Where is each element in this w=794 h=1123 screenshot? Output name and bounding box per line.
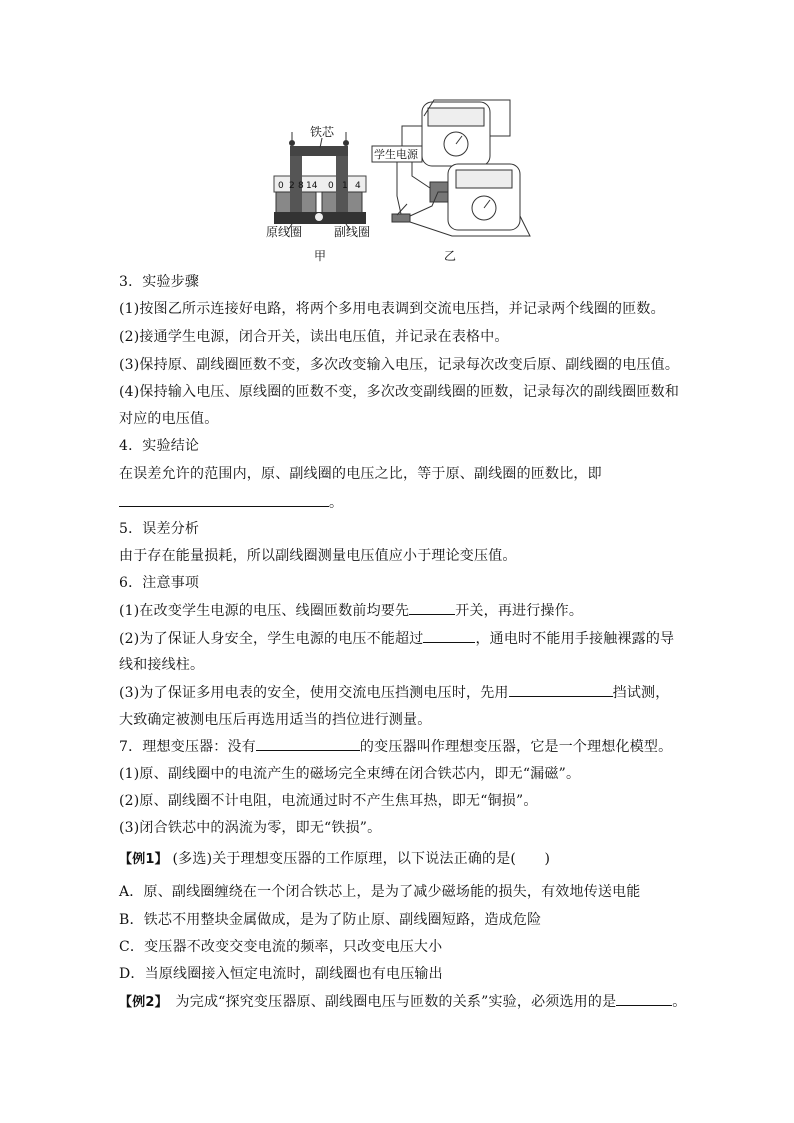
example-1-option-b[interactable]: B．铁芯不用整块金属做成，是为了防止原、副线圈短路，造成危险 bbox=[119, 912, 542, 928]
note-3-line-2: 大致确定被测电压后再选用适当的挡位进行测量。 bbox=[119, 712, 432, 728]
circuit-illustration bbox=[372, 100, 530, 236]
experiment-figure bbox=[262, 96, 562, 266]
primary-coil-label: 原线圈 bbox=[266, 225, 303, 239]
note-3-text-a: (3)为了保证多用电表的安全，使用交流电压挡测电压时，先用 bbox=[119, 685, 509, 701]
transformer-illustration bbox=[274, 132, 366, 230]
section-7-heading bbox=[119, 736, 672, 757]
step-1: (1)按图乙所示连接好电路，将两个多用电表调到交流电压挡，并记录两个线圈的匝数。 bbox=[119, 301, 665, 317]
terminal-number: 2 bbox=[289, 181, 295, 191]
example-2-question bbox=[119, 991, 686, 1013]
error-analysis-text: 由于存在能量损耗，所以副线圈测量电压值应小于理论变压值。 bbox=[119, 548, 517, 564]
ideal-item-3: (3)闭合铁芯中的涡流为零，即无“铁损”。 bbox=[119, 820, 382, 836]
student-power-supply-label: 学生电源 bbox=[374, 148, 418, 161]
ideal-transformer-text-b: 的变压器叫作理想变压器，它是一个理想化模型。 bbox=[359, 739, 673, 755]
note-1 bbox=[119, 600, 583, 621]
note-2-line-2: 线和接线柱。 bbox=[119, 657, 205, 673]
section-6-heading: 6．注意事项 bbox=[119, 575, 200, 591]
step-2: (2)接通学生电源，闭合开关，读出电压值，并记录在表格中。 bbox=[119, 329, 509, 345]
example-1-tag: 【例1】 bbox=[119, 852, 168, 867]
conclusion-end: 。 bbox=[329, 495, 344, 511]
note-3-blank[interactable] bbox=[509, 682, 613, 697]
note-3-text-b: 挡试测， bbox=[612, 685, 670, 701]
experiment-figure-drawing bbox=[262, 96, 562, 266]
section-5-heading: 5．误差分析 bbox=[119, 521, 200, 537]
example-1-option-a[interactable]: A．原、副线圈缠绕在一个闭合铁芯上，是为了减少磁场能的损失，有效地传送电能 bbox=[119, 884, 641, 900]
conclusion-line-1: 在误差允许的范围内，原、副线圈的电压之比，等于原、副线圈的匝数比，即 bbox=[119, 466, 602, 482]
ideal-transformer-text-a: 7．理想变压器：没有 bbox=[119, 739, 256, 755]
example-2-question-text: 为完成“探究变压器原、副线圈电压与匝数的关系”实验，必须选用的是 bbox=[161, 994, 617, 1010]
note-2-text-a: (2)为了保证人身安全，学生电源的电压不能超过 bbox=[119, 631, 424, 647]
example-1-question-text: (多选)关于理想变压器的工作原理，以下说法正确的是( ) bbox=[167, 851, 551, 867]
note-2-blank[interactable] bbox=[423, 628, 475, 643]
example-1-question bbox=[119, 849, 550, 870]
example-2-tag: 【例2】 bbox=[119, 995, 162, 1010]
ideal-item-1: (1)原、副线圈中的电流产生的磁场完全束缚在闭合铁芯内，即无“漏磁”。 bbox=[119, 766, 581, 782]
terminal-number: 0 bbox=[278, 181, 284, 191]
ideal-item-2: (2)原、副线圈不计电阻，电流通过时不产生焦耳热，即无“铜损”。 bbox=[119, 793, 538, 809]
step-4-line-2: 对应的电压值。 bbox=[119, 411, 219, 427]
terminal-number: 4 bbox=[355, 181, 361, 191]
note-2 bbox=[119, 628, 674, 649]
example-1-option-d[interactable]: D．当原线圈接入恒定电流时，副线圈也有电压输出 bbox=[119, 966, 443, 982]
note-1-blank[interactable] bbox=[409, 600, 455, 615]
example-2-blank[interactable] bbox=[616, 991, 672, 1006]
step-4-line-1: (4)保持输入电压、原线圈的匝数不变，多次改变副线圈的匝数，记录每次的副线圈匝数和 bbox=[119, 384, 680, 400]
conclusion-answer-blank[interactable] bbox=[119, 492, 329, 507]
section-4-heading: 4．实验结论 bbox=[119, 438, 200, 454]
secondary-coil-label: 副线圈 bbox=[334, 225, 371, 239]
section-3-heading: 3．实验步骤 bbox=[119, 274, 200, 290]
note-3 bbox=[119, 682, 669, 703]
terminal-number: 14 bbox=[306, 181, 318, 191]
conclusion-line-2 bbox=[119, 492, 343, 513]
note-1-text-b: 开关，再进行操作。 bbox=[455, 603, 584, 619]
note-1-text-a: (1)在改变学生电源的电压、线圈匝数前均要先 bbox=[119, 603, 410, 619]
terminal-number: 1 bbox=[342, 181, 348, 191]
step-3: (3)保持原、副线圈匝数不变，多次改变输入电压，记录每次改变后原、副线圈的电压值。 bbox=[119, 357, 680, 373]
example-2-end: 。 bbox=[672, 994, 687, 1010]
example-1-option-c[interactable]: C．变压器不改变交变电流的频率，只改变电压大小 bbox=[119, 939, 443, 955]
terminal-number: 8 bbox=[298, 181, 304, 191]
figure-caption-jia: 甲 bbox=[314, 249, 327, 263]
ideal-transformer-blank[interactable] bbox=[256, 736, 360, 751]
figure-caption-yi: 乙 bbox=[444, 249, 457, 263]
note-2-text-b: ，通电时不能用手接触裸露的导 bbox=[475, 631, 675, 647]
iron-core-label: 铁芯 bbox=[310, 125, 335, 139]
terminal-number: 0 bbox=[328, 181, 334, 191]
